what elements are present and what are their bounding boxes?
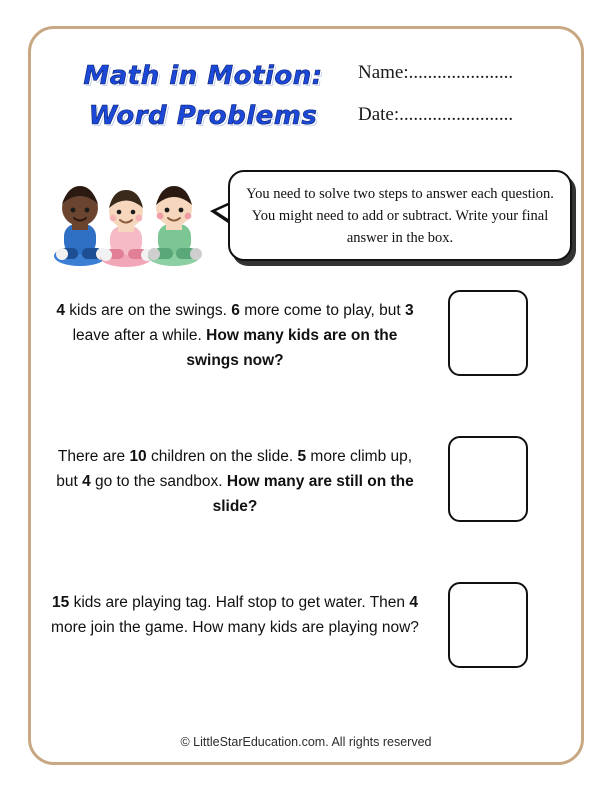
answer-box-3[interactable] xyxy=(448,582,528,668)
answer-box-1[interactable] xyxy=(448,290,528,376)
student-fields xyxy=(358,62,572,146)
worksheet-content xyxy=(40,38,572,753)
instruction-text: You need to solve two steps to answer each question. You might need to add or subtract. Write your final answer in the box. xyxy=(246,186,554,246)
problem-list xyxy=(40,290,572,728)
copyright-footer: © LittleStarEducation.com. All rights reserved xyxy=(180,735,432,749)
instruction-speech-bubble xyxy=(228,170,572,261)
problem-item xyxy=(40,290,572,424)
answer-box-2[interactable] xyxy=(448,436,528,522)
instruction-row xyxy=(40,156,572,278)
name-field[interactable]: Name:...................... xyxy=(358,62,514,83)
problem-question-2: How many are still on the slide? xyxy=(212,473,414,516)
worksheet-header xyxy=(40,50,572,150)
problem-text-3 xyxy=(50,590,420,640)
problem-item xyxy=(40,436,572,570)
problem-body-2: There are 10 children on the slide. 5 more climb up, but 4 go to the sandbox. xyxy=(56,448,413,491)
problem-body-1: 4 kids are on the swings. 6 more come to play, but 3 leave after a while. xyxy=(56,302,414,345)
title-line-2: Word Problems xyxy=(88,101,318,132)
three-kids-sitting-illustration xyxy=(48,164,218,272)
page-title xyxy=(58,56,348,137)
title-line-1: Math in Motion: xyxy=(83,61,323,91)
problem-item xyxy=(40,582,572,716)
problem-question-1: How many kids are on the swings now? xyxy=(186,327,398,370)
problem-body-3: 15 kids are playing tag. Half stop to get water. Then 4 more join the game. How many kids are playing now? xyxy=(51,594,419,637)
problem-text-2 xyxy=(50,444,420,519)
date-field[interactable]: Date:........................ xyxy=(358,104,514,125)
problem-text-1 xyxy=(50,298,420,373)
